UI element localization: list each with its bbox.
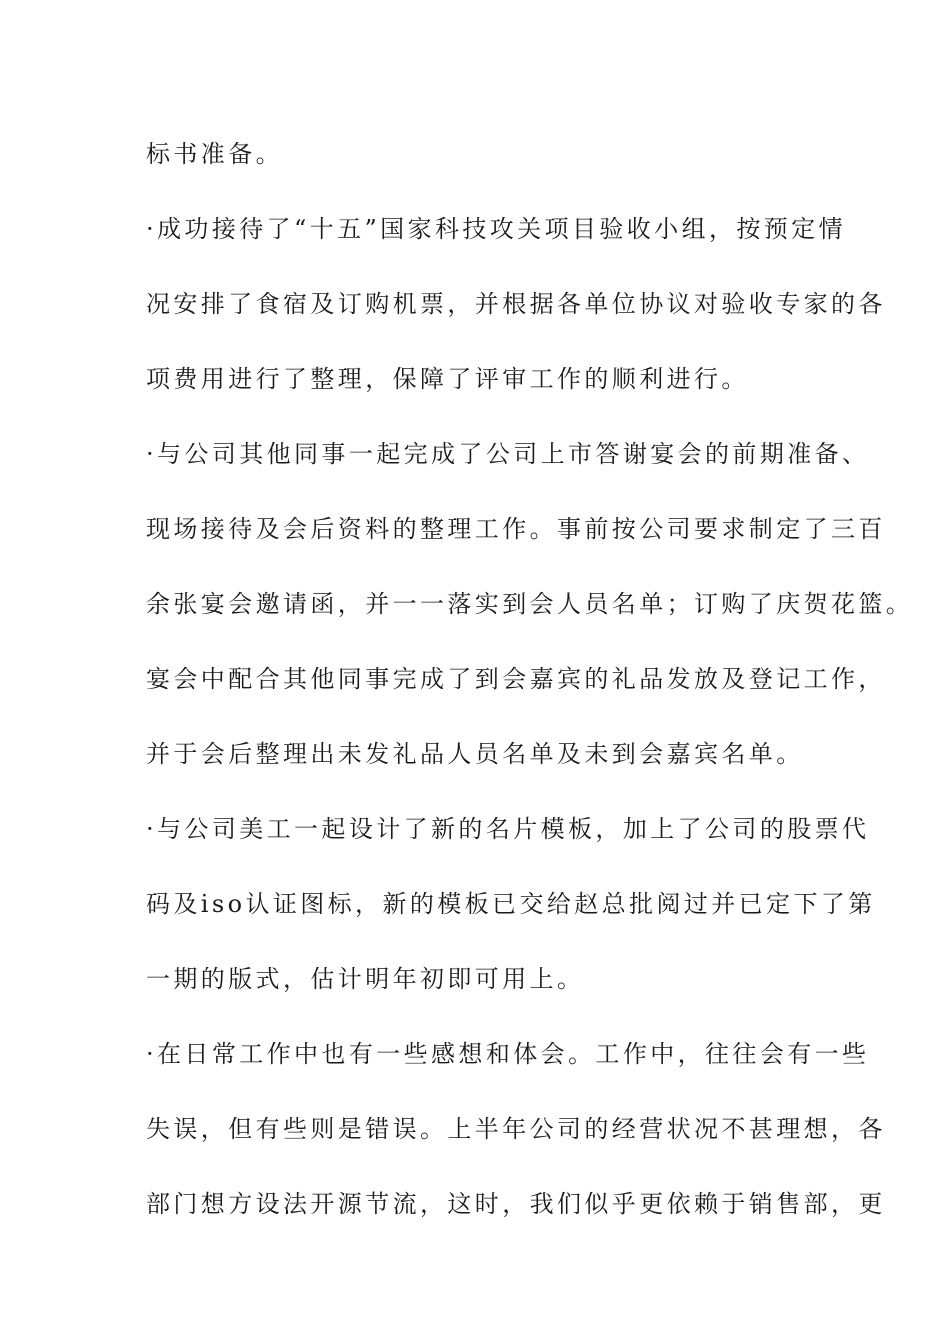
text-line-15: 部门想方设法开源节流，这时，我们似乎更依赖于销售部，更 bbox=[146, 1190, 886, 1218]
text-line-14: 失误，但有些则是错误。上半年公司的经营状况不甚理想，各 bbox=[146, 1115, 886, 1143]
text-line-11: 码及iso认证图标，新的模板已交给赵总批阅过并已定下了第 bbox=[146, 890, 876, 918]
text-line-2: ·成功接待了“十五”国家科技攻关项目验收小组，按预定情 bbox=[146, 215, 846, 243]
text-line-10: ·与公司美工一起设计了新的名片模板，加上了公司的股票代 bbox=[146, 815, 870, 843]
text-line-3: 况安排了食宿及订购机票，并根据各单位协议对验收专家的各 bbox=[146, 290, 886, 318]
text-line-6: 现场接待及会后资料的整理工作。事前按公司要求制定了三百 bbox=[146, 515, 886, 543]
text-line-8: 宴会中配合其他同事完成了到会嘉宾的礼品发放及登记工作， bbox=[146, 665, 886, 693]
text-line-12: 一期的版式，估计明年初即可用上。 bbox=[146, 965, 585, 993]
text-line-7: 余张宴会邀请函，并一一落实到会人员名单；订购了庆贺花篮。 bbox=[146, 590, 914, 618]
text-line-1: 标书准备。 bbox=[146, 140, 283, 168]
document-body bbox=[146, 130, 914, 1255]
text-line-13: ·在日常工作中也有一些感想和体会。工作中，往往会有一些 bbox=[146, 1040, 870, 1068]
text-line-5: ·与公司其他同事一起完成了公司上市答谢宴会的前期准备、 bbox=[146, 440, 870, 468]
text-line-4: 项费用进行了整理，保障了评审工作的顺利进行。 bbox=[146, 365, 749, 393]
text-line-9: 并于会后整理出未发礼品人员名单及未到会嘉宾名单。 bbox=[146, 740, 804, 768]
